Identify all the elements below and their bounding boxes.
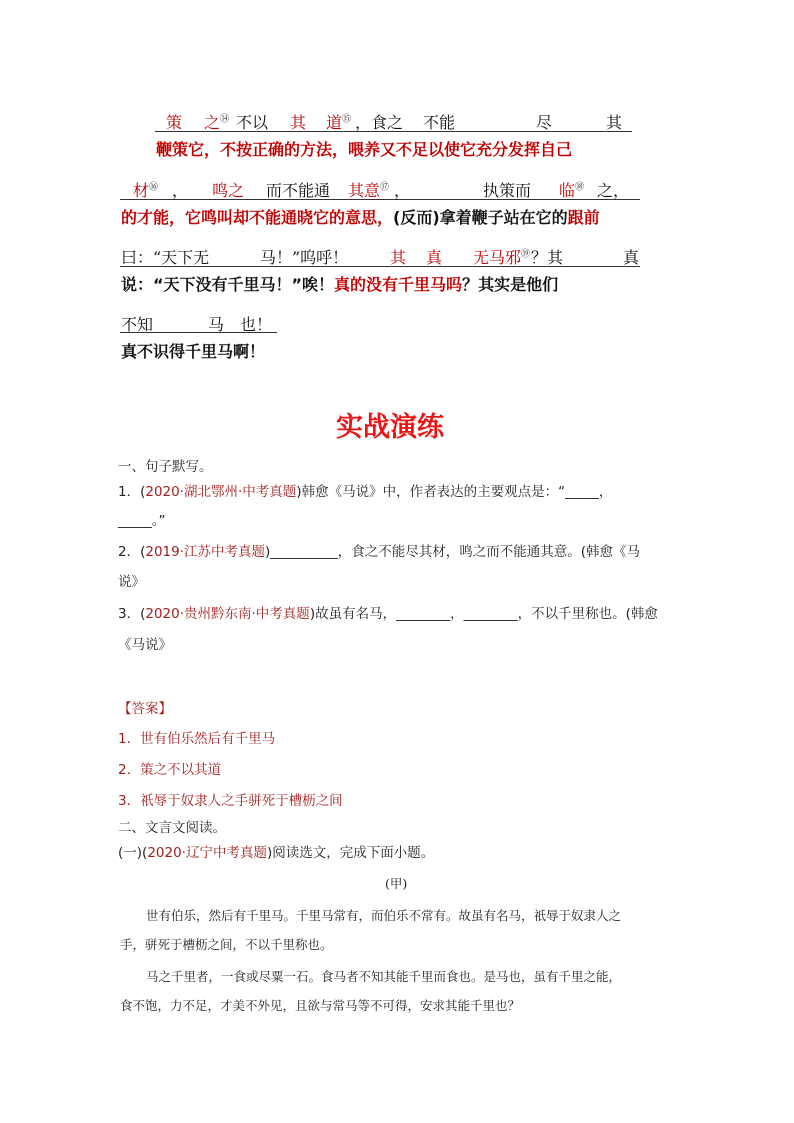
question-3-cont: 《马说》 [118, 637, 172, 653]
gloss-word: 无马邪⑲ [473, 248, 531, 267]
gloss-word: 临⑱ [559, 181, 585, 200]
question-1-cont: _____。” [118, 513, 166, 529]
gloss-word: 其意⑰ [348, 181, 390, 200]
answer-label: 【答案】 [118, 701, 172, 717]
gloss-word: 其 [606, 113, 623, 132]
gloss-rule [120, 199, 640, 200]
answer-item: 1．世有伯乐然后有千里马 [118, 731, 276, 747]
gloss-word: 马 [208, 315, 225, 334]
answer-item: 3．祇辱于奴隶人之手骈死于槽枥之间 [118, 793, 343, 809]
gloss-word: ， [172, 181, 189, 200]
gloss-word: 真 [623, 248, 640, 267]
passage-line: 食不饱，力不足，才美不外见，且欲与常马等不可得，安求其能千里也？ [120, 998, 521, 1013]
gloss-word: 其 [290, 113, 307, 132]
gloss-word: ， [394, 181, 411, 200]
part2-heading: 二、文言文阅读。 [118, 820, 226, 836]
gloss-word: 之⑭ [204, 113, 230, 132]
gloss-word: 之， [597, 181, 630, 200]
gloss-word: 马！”呜呼！ [260, 248, 349, 267]
gloss-word: 执策而 [483, 181, 532, 200]
gloss-word: 鸣之 [212, 181, 245, 200]
gloss-rule [120, 332, 277, 333]
gloss-word: 曰：“天下无 [121, 248, 210, 267]
gloss-word: 而不能通 [266, 181, 331, 200]
gloss-word: 材⑯ [133, 181, 159, 200]
gloss-word: 其 [390, 248, 407, 267]
translation-line: 真不识得千里马啊！ [121, 342, 266, 361]
translation-line: 说：“天下没有千里马！”唉！真的没有千里马吗？其实是他们 [121, 275, 559, 294]
answer-item: 2．策之不以其道 [118, 762, 222, 778]
passage-label: (甲) [385, 876, 408, 891]
gloss-word: 道⑮ [326, 113, 352, 132]
passage-line: 世有伯乐，然后有千里马。千里马常有，而伯乐不常有。故虽有名马，祇辱于奴隶人之 [146, 908, 622, 923]
question-2-cont: 说》 [118, 574, 145, 590]
gloss-word: 不能 [423, 113, 456, 132]
question-2: 2．(2019·江苏中考真题)__________，食之不能尽其材，鸣之而不能通其意。(韩愈《马 [118, 544, 641, 560]
gloss-word: 策 [166, 113, 183, 132]
section-title: 实战演练 [336, 412, 444, 443]
passage-line: 马之千里者，一食或尽粟一石。食马者不知其能千里而食也。是马也，虽有千里之能， [146, 969, 622, 984]
passage-line: 手，骈死于槽枥之间，不以千里称也。 [120, 937, 333, 952]
question-3: 3．(2020·贵州黔东南·中考真题)故虽有名马，________，________，不以千里称也。(韩愈 [118, 606, 658, 622]
gloss-rule [120, 266, 640, 267]
question-1: 1．(2020·湖北鄂州·中考真题)韩愈《马说》中，作者表达的主要观点是：“_____， [118, 484, 613, 500]
translation-line: 鞭策它，不按正确的方法，喂养又不足以使它充分发挥自己 [156, 140, 573, 159]
gloss-rule [155, 131, 632, 132]
part2-subheading: (一)(2020·辽宁中考真题)阅读选文，完成下面小题。 [118, 845, 435, 861]
gloss-word: 尽 [536, 113, 553, 132]
gloss-word: 真 [426, 248, 443, 267]
part1-heading: 一、句子默写。 [118, 459, 213, 475]
gloss-word: ？其 [531, 248, 564, 267]
gloss-word: 不以 [236, 113, 269, 132]
gloss-word: 也！ [240, 315, 273, 334]
gloss-word: ，食之 [355, 113, 404, 132]
gloss-word: 不知 [121, 315, 154, 334]
translation-line: 的才能，它鸣叫却不能通晓它的意思，(反而)拿着鞭子站在它的跟前 [121, 208, 600, 227]
